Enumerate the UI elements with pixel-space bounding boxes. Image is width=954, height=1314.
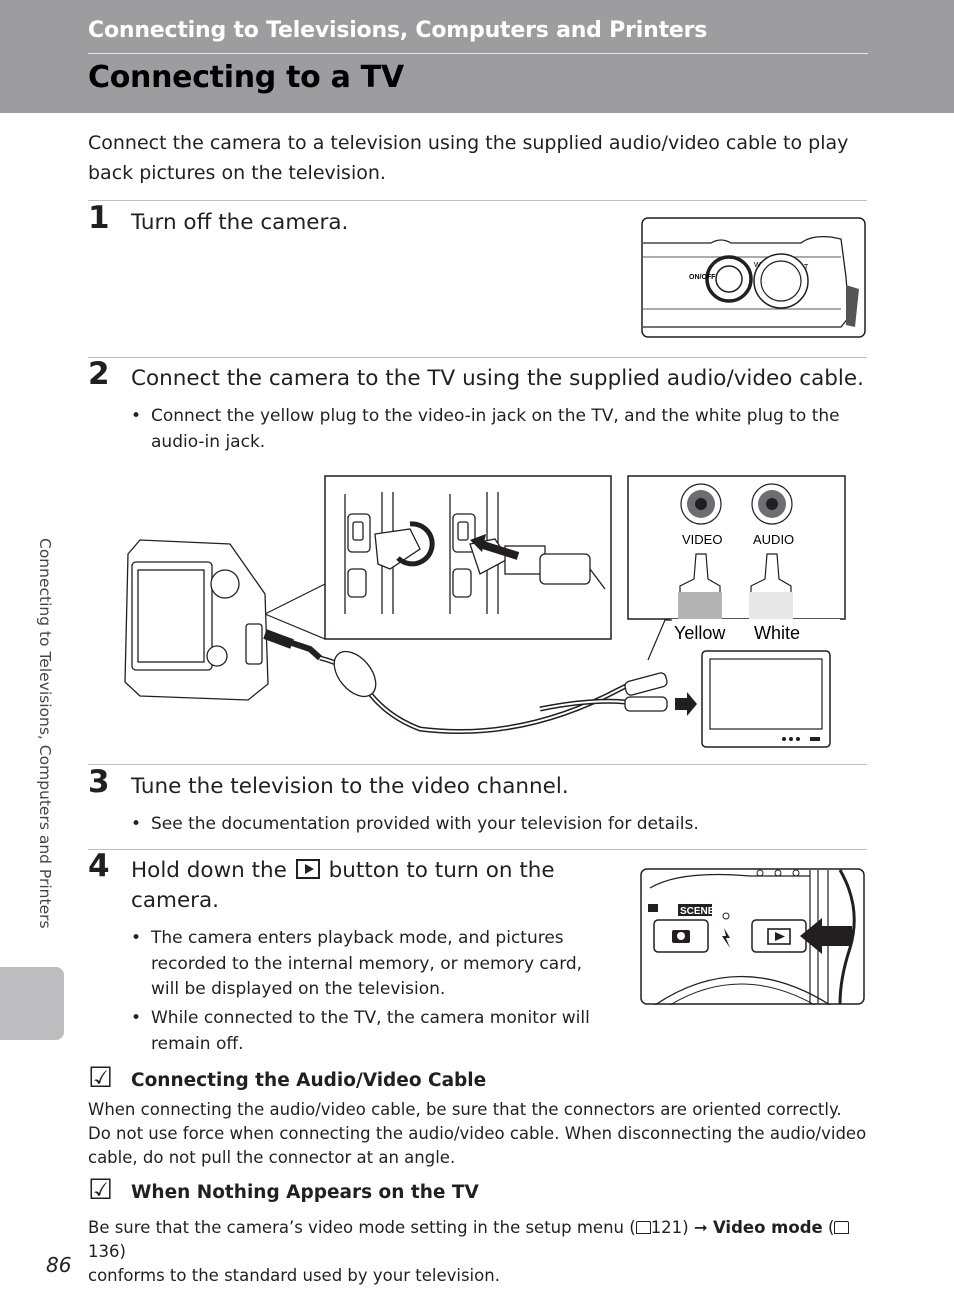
yellow-plug-label: Yellow — [674, 623, 726, 643]
scene-mode-label: SCENE — [680, 906, 715, 917]
divider — [88, 357, 867, 358]
side-tab-label — [28, 538, 58, 958]
note-text-part: ( — [822, 1218, 835, 1237]
bullet-text: See the documentation provided with your television for details. — [151, 814, 699, 834]
section-title: Connecting to Televisions, Computers and Printers — [88, 18, 708, 43]
page-reference: 121 — [650, 1218, 683, 1237]
note-title: Connecting the Audio/Video Cable — [131, 1070, 487, 1091]
playback-button-icon — [296, 859, 320, 879]
note-text — [88, 1216, 868, 1288]
connection-illustration — [120, 474, 850, 750]
step-text: Tune the television to the video channel. — [131, 774, 569, 799]
playback-button-illustration — [640, 868, 865, 1005]
side-tab — [0, 967, 64, 1040]
step-text-after: button to turn on the — [328, 858, 555, 883]
page-reference-icon — [834, 1221, 849, 1234]
step-number: 2 — [88, 356, 110, 392]
note-text: When connecting the audio/video cable, be sure that the connectors are oriented correctly. Do not use force when connecting the audio/video cable. When disconnecting the audio/video cable, do not pull the connector at an angle. — [88, 1100, 867, 1167]
step-number: 3 — [88, 764, 110, 800]
step-number: 1 — [88, 200, 110, 236]
bullet-text: While connected to the TV, the camera monitor will remain off. — [151, 1008, 590, 1054]
bullet-item: • Connect the yellow plug to the video-in jack on the TV, and the white plug to the audio-in jack. — [131, 404, 846, 459]
page-number: 86 — [46, 1253, 72, 1277]
step-number: 4 — [88, 848, 110, 884]
bullet-item: • See the documentation provided with your television for details. — [131, 812, 846, 840]
white-plug-label: White — [754, 623, 801, 643]
bullet-item: • While connected to the TV, the camera monitor will remain off. — [131, 1006, 611, 1058]
divider — [88, 200, 867, 201]
wide-label: W — [754, 262, 761, 269]
bullet-text: The camera enters playback mode, and pictures recorded to the internal memory, or memory card, will be displayed on the television. — [151, 928, 583, 999]
video-jack-label: VIDEO — [682, 532, 723, 547]
camera-top-illustration — [641, 217, 866, 338]
step-text-line2: camera. — [131, 888, 220, 913]
bullet-item: • The camera enters playback mode, and pictures recorded to the internal memory, or memory card, will be displayed on the television. — [131, 926, 611, 1004]
divider — [88, 849, 867, 850]
header-banner — [0, 0, 954, 113]
audio-jack-label: AUDIO — [753, 532, 795, 547]
video-mode-setting: Video mode — [712, 1218, 823, 1237]
note-title: When Nothing Appears on the TV — [131, 1182, 479, 1203]
note-text-part: conforms to the standard used by your television. — [88, 1266, 500, 1285]
step-text — [131, 858, 555, 883]
side-tab-text: Connecting to Televisions, Computers and Printers — [36, 538, 54, 929]
page-title: Connecting to a TV — [88, 60, 404, 95]
step-text: Turn off the camera. — [131, 210, 349, 235]
step-text: Connect the camera to the TV using the supplied audio/video cable. — [131, 366, 864, 391]
note-text-part: Be sure that the camera’s video mode setting in the setup menu ( — [88, 1218, 636, 1237]
check-icon: ☑ — [88, 1061, 114, 1094]
page-reference: 136 — [88, 1242, 120, 1261]
intro-paragraph: Connect the camera to a television using the supplied audio/video cable to play back pictures on the television. — [88, 132, 849, 184]
note-text-part: ) — [119, 1242, 126, 1261]
step-text-before: Hold down the — [131, 858, 287, 883]
note-text-part: ) ➞ — [682, 1218, 713, 1237]
divider — [88, 764, 867, 765]
tele-label: T — [804, 264, 809, 271]
check-icon: ☑ — [88, 1173, 114, 1206]
header-divider — [88, 53, 868, 54]
bullet-text: Connect the yellow plug to the video-in jack on the TV, and the white plug to the audio-in jack. — [151, 406, 840, 452]
on-off-label: ON/OFF — [689, 274, 716, 281]
page-reference-icon — [636, 1221, 651, 1234]
